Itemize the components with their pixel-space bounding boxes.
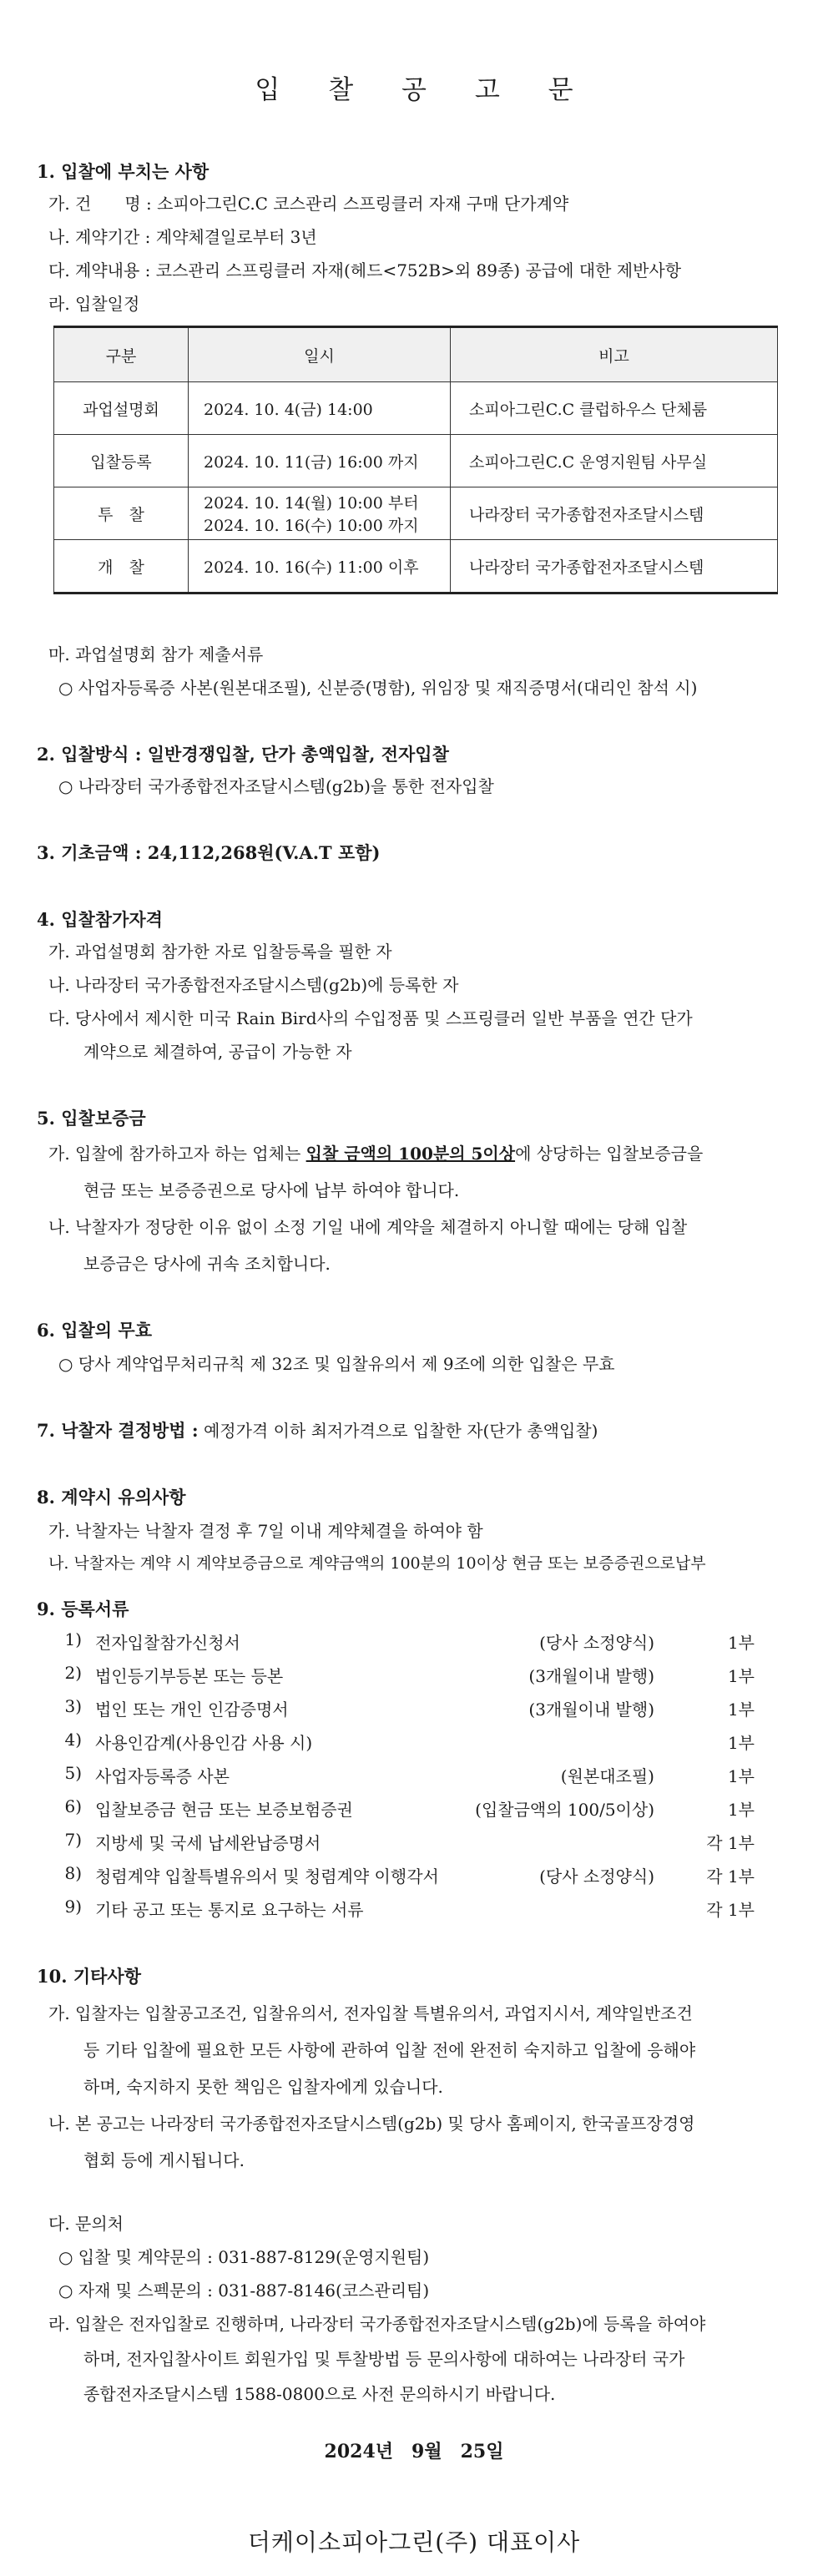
- doc-qty: 각 1부: [706, 1900, 755, 1920]
- doc-num: 5): [64, 1763, 82, 1783]
- cell-kind: 입찰등록: [54, 435, 189, 487]
- doc-num: 4): [64, 1730, 82, 1750]
- cell-note: 나라장터 국가종합전자조달시스템: [451, 487, 778, 540]
- s5-item-ga-cont: 현금 또는 보증증권으로 당사에 납부 하여야 합니다.: [83, 1180, 460, 1200]
- cell-time-end: 2024. 10. 16(수) 10:00 까지: [204, 517, 419, 535]
- cell-time: 2024. 10. 4(금) 14:00: [189, 382, 451, 435]
- doc-num: 3): [64, 1696, 82, 1716]
- doc-qty: 1부: [727, 1800, 755, 1820]
- s1-item-ga: 가. 건 명 : 소피아그린C.C 코스관리 스프링클러 자재 구매 단가계약: [48, 194, 569, 214]
- list-item: [53, 1696, 755, 1730]
- table-row: [54, 382, 778, 435]
- s10-item-ra: 라. 입찰은 전자입찰로 진행하며, 나라장터 국가종합전자조달시스템(g2b)에 등록을 하여야: [48, 2314, 706, 2334]
- list-item: [53, 1763, 755, 1796]
- notice-date: 2024년 9월 25일: [324, 2441, 504, 2462]
- doc-name: 기타 공고 또는 통지로 요구하는 서류: [95, 1900, 364, 1920]
- s4-item-na: 나. 나라장터 국가종합전자조달시스템(g2b)에 등록한 자: [48, 975, 459, 995]
- doc-qty: 1부: [727, 1633, 755, 1653]
- doc-qty: 1부: [727, 1700, 755, 1720]
- s5-item-ga: [48, 1140, 703, 1164]
- doc-name: 전자입찰참가신청서: [95, 1633, 240, 1653]
- section-2-heading: 2. 입찰방식 : 일반경쟁입찰, 단가 총액입찰, 전자입찰: [37, 744, 449, 765]
- doc-num: 2): [64, 1663, 82, 1683]
- doc-num: 6): [64, 1796, 82, 1816]
- s10-item-ra-cont1: 하며, 전자입찰사이트 회원가입 및 투찰방법 등 문의사항에 대하여는 나라장터 국가: [83, 2349, 685, 2369]
- cell-kind: 투 찰: [54, 487, 189, 540]
- cell-time-start: 2024. 10. 14(월) 10:00 부터: [204, 494, 419, 513]
- section-3-heading: 3. 기초금액 : 24,112,268원(V.A.T 포함): [37, 842, 381, 863]
- cell-note: 소피아그린C.C 클럽하우스 단체룸: [451, 382, 778, 435]
- col-header-time: 일시: [189, 327, 451, 382]
- s10-item-na-cont: 협회 등에 게시됩니다.: [83, 2150, 245, 2170]
- section-8-heading: 8. 계약시 유의사항: [37, 1487, 186, 1508]
- s10-item-ga-cont2: 하며, 숙지하지 못한 책임은 입찰자에게 있습니다.: [83, 2077, 443, 2097]
- s8-item-na: 나. 낙찰자는 계약 시 계약보증금으로 계약금액의 100분의 10이상 현금 또는 보증증권으로납부: [48, 1554, 706, 1573]
- s1-ma-bullet: ○ 사업자등록증 사본(원본대조필), 신분증(명함), 위임장 및 재직증명서(대리인 참석 시): [58, 678, 698, 698]
- doc-qty: 각 1부: [706, 1833, 755, 1853]
- list-item: [53, 1830, 755, 1863]
- section-10-heading: 10. 기타사항: [37, 1966, 141, 1987]
- s10-item-da: 다. 문의처: [48, 2214, 124, 2234]
- s5-item-na: 나. 낙찰자가 정당한 이유 없이 소정 기일 내에 계약을 체결하지 아니할 때에는 당해 입찰: [48, 1217, 688, 1237]
- s6-bullet: ○ 당사 계약업무처리규칙 제 32조 및 입찰유의서 제 9조에 의한 입찰은 무효: [58, 1354, 615, 1374]
- schedule-header-row: [54, 327, 778, 382]
- s10-item-ga: 가. 입찰자는 입찰공고조건, 입찰유의서, 전자입찰 특별유의서, 과업지시서, 계약일반조건: [48, 2003, 693, 2023]
- cell-note: 소피아그린C.C 운영지원팀 사무실: [451, 435, 778, 487]
- cell-kind: 개 찰: [54, 540, 189, 593]
- s5-item-na-cont: 보증금은 당사에 귀속 조치합니다.: [83, 1254, 331, 1274]
- col-header-kind: 구분: [54, 327, 189, 382]
- doc-num: 7): [64, 1830, 82, 1850]
- s8-item-ga: 가. 낙찰자는 낙찰자 결정 후 7일 이내 계약체결을 하여야 함: [48, 1521, 483, 1541]
- doc-num: 9): [64, 1897, 82, 1917]
- s4-item-ga: 가. 과업설명회 참가한 자로 입찰등록을 필한 자: [48, 942, 392, 962]
- doc-note: (당사 소정양식): [539, 1633, 654, 1653]
- table-row: [54, 487, 778, 540]
- section-9-heading: 9. 등록서류: [37, 1599, 129, 1619]
- s5-ga-emphasis: 입찰 금액의 100분의 5이상: [305, 1144, 516, 1164]
- list-item: [53, 1663, 755, 1696]
- doc-note: (입찰금액의 100/5이상): [475, 1800, 654, 1820]
- schedule-table: [53, 326, 778, 594]
- section-4-heading: 4. 입찰참가자격: [37, 909, 163, 930]
- doc-note: (당사 소정양식): [539, 1866, 654, 1887]
- s5-ga-text-c: 에 상당하는 입찰보증금을: [515, 1144, 704, 1164]
- list-item: [53, 1730, 755, 1763]
- cell-note: 나라장터 국가종합전자조달시스템: [451, 540, 778, 593]
- s10-item-na: 나. 본 공고는 나라장터 국가종합전자조달시스템(g2b) 및 당사 홈페이지, 한국골프장경영: [48, 2114, 695, 2134]
- list-item: [53, 1863, 755, 1897]
- s5-ga-text-a: 가. 입찰에 참가하고자 하는 업체는: [48, 1144, 306, 1164]
- doc-name: 법인 또는 개인 인감증명서: [95, 1700, 289, 1720]
- doc-name: 입찰보증금 현금 또는 보증보험증권: [95, 1800, 353, 1820]
- section-6-heading: 6. 입찰의 무효: [37, 1320, 152, 1341]
- doc-qty: 1부: [727, 1666, 755, 1686]
- table-row: [54, 435, 778, 487]
- signer-name: 더케이소피아그린(주) 대표이사: [247, 2528, 581, 2556]
- section-7: [37, 1417, 598, 1442]
- doc-name: 지방세 및 국세 납세완납증명서: [95, 1833, 321, 1853]
- s4-item-da: 다. 당사에서 제시한 미국 Rain Bird사의 수입정품 및 스프링클러 일반 부품을 연간 단가: [48, 1008, 693, 1028]
- table-row: [54, 540, 778, 593]
- cell-time: 2024. 10. 11(금) 16:00 까지: [189, 435, 451, 487]
- cell-time-range: [189, 487, 451, 540]
- s2-bullet: ○ 나라장터 국가종합전자조달시스템(g2b)을 통한 전자입찰: [58, 776, 494, 796]
- page-title: 입 찰 공 고 문: [255, 75, 593, 105]
- s10-item-ga-cont1: 등 기타 입찰에 필요한 모든 사항에 관하여 입찰 전에 완전히 숙지하고 입찰에 응해야: [83, 2040, 696, 2060]
- doc-num: 1): [64, 1629, 82, 1649]
- doc-note: (원본대조필): [560, 1766, 654, 1786]
- doc-name: 청렴계약 입찰특별유의서 및 청렴계약 이행각서: [95, 1866, 439, 1887]
- doc-note: (3개월이내 발행): [528, 1700, 654, 1720]
- s4-item-da-cont: 계약으로 체결하여, 공급이 가능한 자: [83, 1042, 352, 1062]
- s1-item-ra: 라. 입찰일정: [48, 294, 140, 314]
- section-7-heading: 7. 낙찰자 결정방법 :: [37, 1420, 199, 1441]
- document-list: [53, 1629, 755, 1930]
- doc-name: 사업자등록증 사본: [95, 1766, 230, 1786]
- doc-name: 사용인감계(사용인감 사용 시): [95, 1733, 313, 1753]
- doc-note: (3개월이내 발행): [528, 1666, 654, 1686]
- section-1-heading: 1. 입찰에 부치는 사항: [37, 161, 210, 182]
- list-item: [53, 1897, 755, 1930]
- s10-contact-1: ○ 입찰 및 계약문의 : 031-887-8129(운영지원팀): [58, 2247, 430, 2267]
- doc-qty: 1부: [727, 1766, 755, 1786]
- doc-qty: 1부: [727, 1733, 755, 1753]
- col-header-note: 비고: [451, 327, 778, 382]
- cell-time: 2024. 10. 16(수) 11:00 이후: [189, 540, 451, 593]
- doc-qty: 각 1부: [706, 1866, 755, 1887]
- s1-item-ma: 마. 과업설명회 참가 제출서류: [48, 644, 264, 664]
- s10-item-ra-cont2: 종합전자조달시스템 1588-0800으로 사전 문의하시기 바랍니다.: [83, 2384, 556, 2404]
- doc-name: 법인등기부등본 또는 등본: [95, 1666, 284, 1686]
- cell-kind: 과업설명회: [54, 382, 189, 435]
- doc-num: 8): [64, 1863, 82, 1883]
- list-item: [53, 1629, 755, 1663]
- list-item: [53, 1796, 755, 1830]
- s1-item-na: 나. 계약기간 : 계약체결일로부터 3년: [48, 227, 317, 247]
- section-5-heading: 5. 입찰보증금: [37, 1108, 146, 1129]
- s1-item-da: 다. 계약내용 : 코스관리 스프링클러 자재(헤드<752B>외 89종) 공급에 대한 제반사항: [48, 260, 682, 280]
- section-7-text: 예정가격 이하 최저가격으로 입찰한 자(단가 총액입찰): [198, 1421, 598, 1441]
- s10-contact-2: ○ 자재 및 스펙문의 : 031-887-8146(코스관리팀): [58, 2281, 430, 2301]
